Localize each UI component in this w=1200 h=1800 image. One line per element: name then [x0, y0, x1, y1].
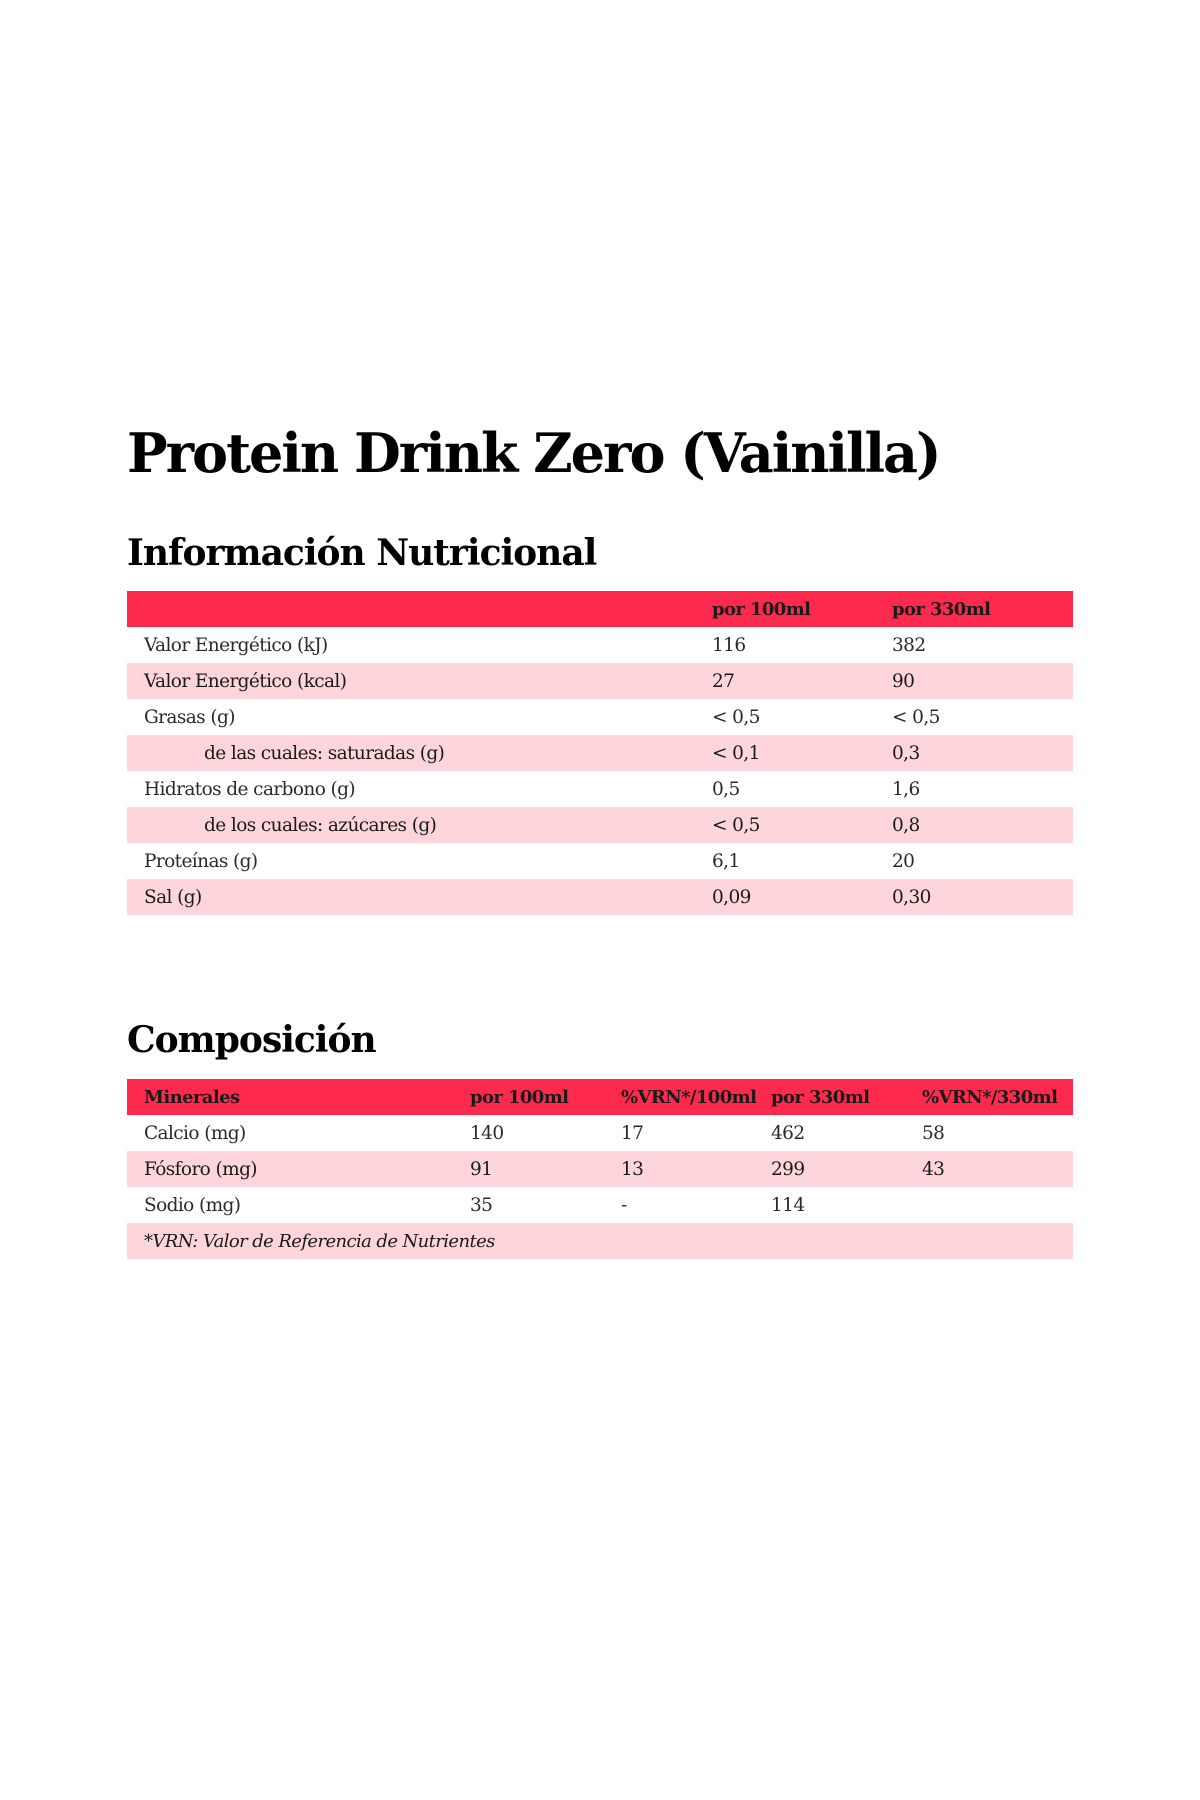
value-per-100ml: 0,5	[712, 778, 740, 800]
value-per-330ml: 0,8	[892, 814, 920, 836]
value-per-100ml: 27	[712, 670, 735, 692]
nutrition-heading: Información Nutricional	[127, 532, 597, 574]
value-per-100ml: < 0,5	[712, 706, 760, 728]
value-per-100ml: 140	[470, 1122, 504, 1144]
value-per-100ml: 0,09	[712, 886, 751, 908]
nutrient-label: Grasas (g)	[144, 706, 235, 728]
mineral-label: Sodio (mg)	[144, 1194, 241, 1216]
vrn-per-330ml: 58	[922, 1122, 945, 1144]
page-title: Protein Drink Zero (Vainilla)	[127, 421, 940, 485]
value-per-330ml: 90	[892, 670, 915, 692]
table-row	[127, 663, 1073, 699]
table-row	[127, 1151, 1073, 1187]
composition-heading: Composición	[127, 1019, 376, 1061]
column-header-per-330ml: por 330ml	[771, 1086, 870, 1108]
table-row	[127, 1187, 1073, 1223]
value-per-330ml: 0,30	[892, 886, 931, 908]
mineral-label: Calcio (mg)	[144, 1122, 246, 1144]
column-header-per-330ml: por 330ml	[892, 598, 991, 620]
value-per-100ml: 91	[470, 1158, 493, 1180]
value-per-100ml: 35	[470, 1194, 493, 1216]
column-header-vrn-100ml: %VRN*/100ml	[621, 1086, 757, 1108]
value-per-330ml: 299	[771, 1158, 805, 1180]
nutrition-table	[127, 591, 1073, 915]
nutrient-label: Valor Energético (kcal)	[144, 670, 347, 692]
value-per-330ml: 1,6	[892, 778, 920, 800]
value-per-330ml: 20	[892, 850, 915, 872]
nutrient-label: de los cuales: azúcares (g)	[204, 814, 437, 836]
vrn-footnote: *VRN: Valor de Referencia de Nutrientes	[144, 1230, 495, 1252]
nutrient-label: Proteínas (g)	[144, 850, 258, 872]
nutrient-label: de las cuales: saturadas (g)	[204, 742, 445, 764]
composition-table-header	[127, 1079, 1073, 1115]
column-header-per-100ml: por 100ml	[712, 598, 811, 620]
value-per-330ml: < 0,5	[892, 706, 940, 728]
column-header-vrn-330ml: %VRN*/330ml	[922, 1086, 1058, 1108]
nutrient-label: Sal (g)	[144, 886, 202, 908]
table-row	[127, 771, 1073, 807]
nutrient-label: Valor Energético (kJ)	[144, 634, 328, 656]
table-row	[127, 627, 1073, 663]
table-row	[127, 1115, 1073, 1151]
value-per-330ml: 114	[771, 1194, 805, 1216]
value-per-330ml: 462	[771, 1122, 805, 1144]
footnote-row	[127, 1223, 1073, 1259]
table-row	[127, 879, 1073, 915]
value-per-330ml: 0,3	[892, 742, 920, 764]
table-row	[127, 843, 1073, 879]
mineral-label: Fósforo (mg)	[144, 1158, 257, 1180]
value-per-100ml: 6,1	[712, 850, 740, 872]
composition-table	[127, 1079, 1073, 1259]
column-header-minerals: Minerales	[144, 1086, 240, 1108]
table-row	[127, 699, 1073, 735]
value-per-100ml: < 0,5	[712, 814, 760, 836]
value-per-330ml: 382	[892, 634, 926, 656]
column-header-per-100ml: por 100ml	[470, 1086, 569, 1108]
table-row	[127, 807, 1073, 843]
vrn-per-100ml: -	[621, 1194, 627, 1216]
nutrition-table-header	[127, 591, 1073, 627]
table-row	[127, 735, 1073, 771]
value-per-100ml: < 0,1	[712, 742, 760, 764]
vrn-per-100ml: 17	[621, 1122, 644, 1144]
vrn-per-330ml: 43	[922, 1158, 945, 1180]
vrn-per-100ml: 13	[621, 1158, 644, 1180]
nutrient-label: Hidratos de carbono (g)	[144, 778, 356, 800]
value-per-100ml: 116	[712, 634, 746, 656]
